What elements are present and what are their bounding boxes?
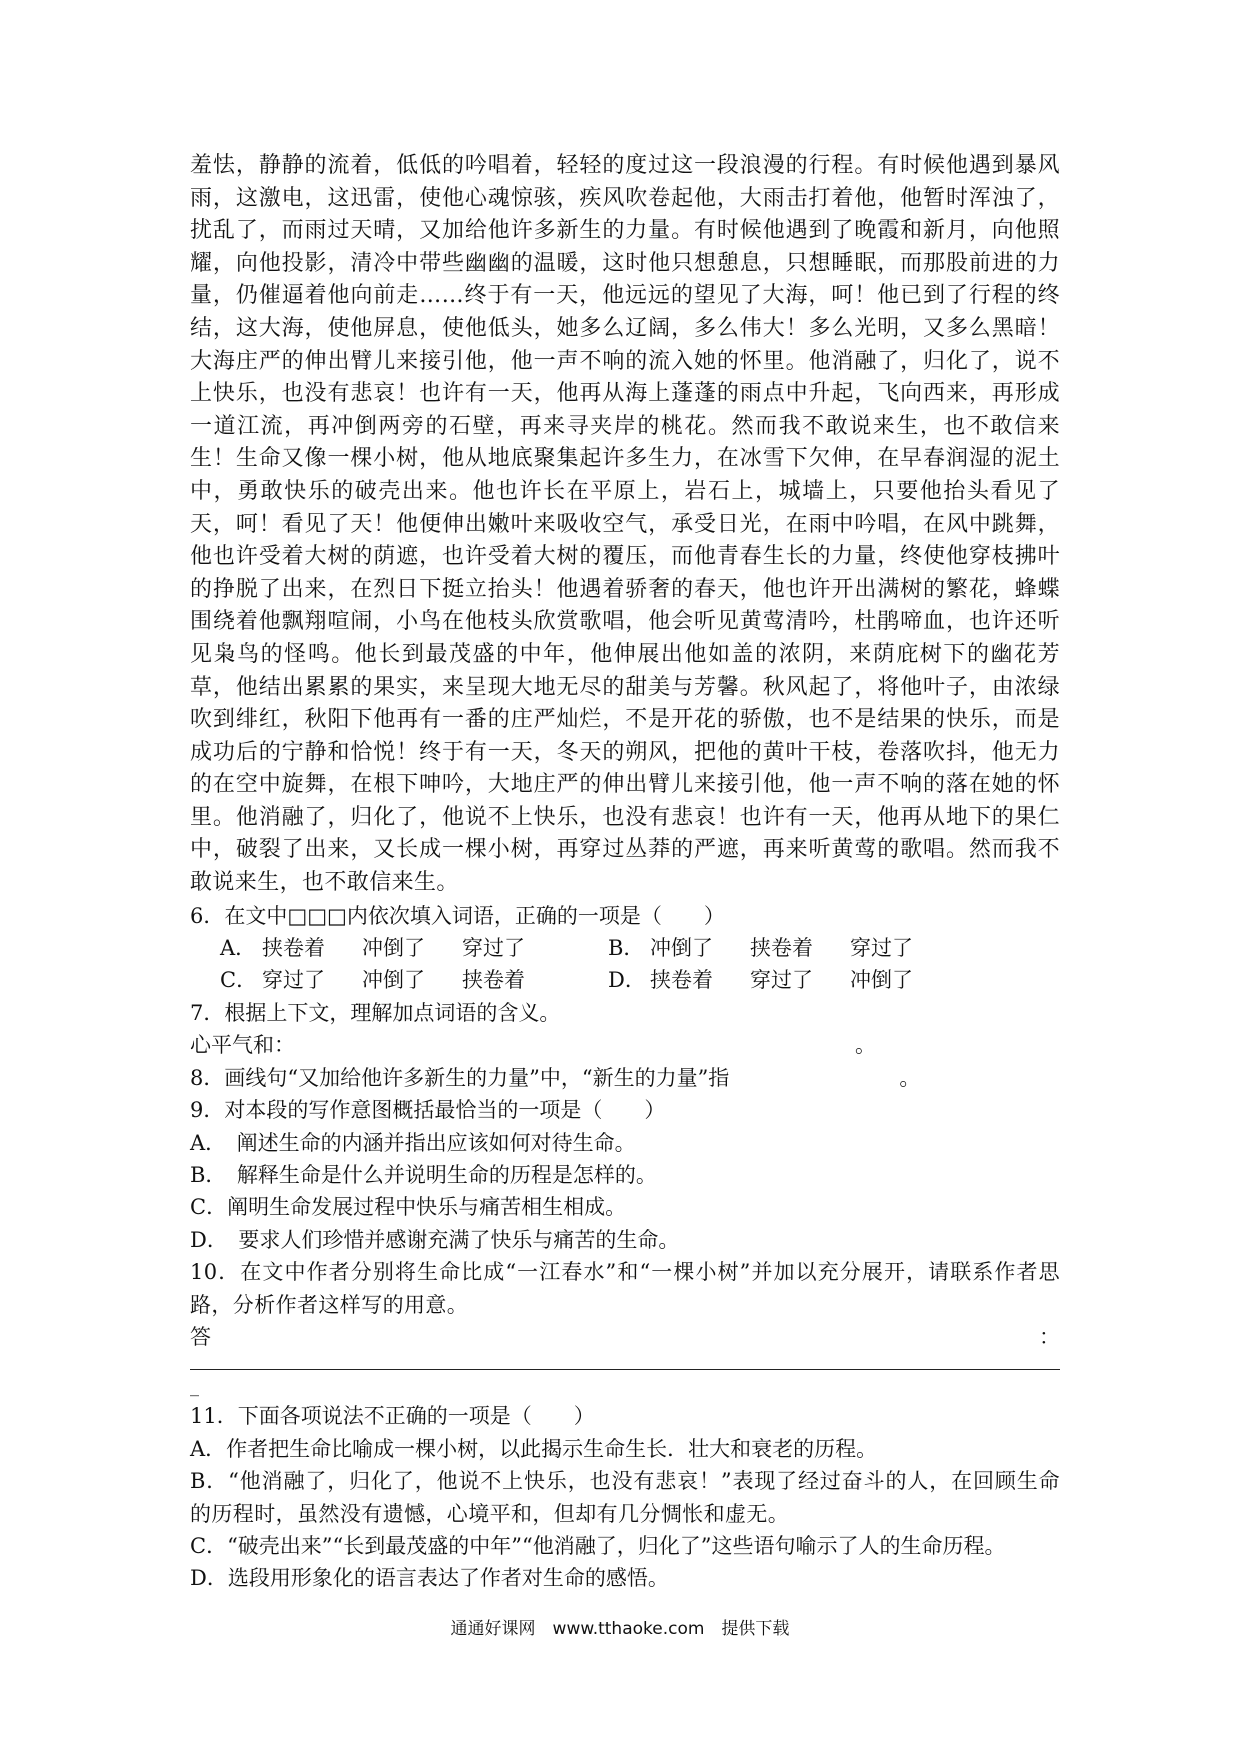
question-7-term: 心平气和： bbox=[190, 1033, 295, 1058]
option-d-label: D． bbox=[608, 968, 646, 993]
option-b-word-3: 穿过了 bbox=[850, 936, 913, 961]
option-a-word-2: 冲倒了 bbox=[362, 936, 425, 961]
document-page bbox=[190, 150, 1060, 1595]
question-8-stem: 8．画线句“又加给他许多新生的力量”中，“新生的力量”指 bbox=[190, 1065, 730, 1090]
option-d-word-2: 穿过了 bbox=[750, 968, 813, 993]
question-8-row bbox=[190, 1062, 1060, 1094]
question-10-stem: 10．在文中作者分别将生命比成“一江春水”和“一棵小树”并加以充分展开，请联系作者思路，分析作者这样写的用意。 bbox=[190, 1260, 1060, 1317]
question-10-answer-label: 答 bbox=[190, 1324, 211, 1349]
question-11-option-c: C．“破壳出来”“长到最茂盛的中年”“他消融了，归化了”这些语句喻示了人的生命历程。 bbox=[190, 1533, 1006, 1558]
option-d-word-3: 冲倒了 bbox=[850, 968, 913, 993]
reading-passage: 羞怯，静静的流着，低低的吟唱着，轻轻的度过这一段浪漫的行程。有时候他遇到暴风雨，这激电，这迅雷，使他心魂惊骇，疾风吹卷起他，大雨击打着他，他暂时浑浊了，扰乱了，而雨过天晴，又加给他许多新生的力量。有时候他遇到了晚霞和新月，向他照耀，向他投影，清冷中带些幽幽的温暖，这时他只想憩息，只想睡眠，而那股前进的力量，仍催逼着他向前走……终于有一天，他远远的望见了大海，呵！他已到了行程的终结，这大海，使他屏息，使他低头，她多么辽阔，多么伟大！多么光明，又多么黑暗！大海庄严的伸出臂儿来接引他，他一声不响的流入她的怀里。他消融了，归化了，说不上快乐，也没有悲哀！也许有一天，他再从海上蓬蓬的雨点中升起，飞向西来，再形成一道江流，再冲倒两旁的石壁，再来寻夹岸的桃花。然而我不敢说来生，也不敢信来生！生命又像一棵小树，他从地底聚集起许多生力，在冰雪下欠伸，在早春润湿的泥土中，勇敢快乐的破壳出来。他也许长在平原上，岩石上，城墙上，只要他抬头看见了天，呵！看见了天！他便伸出嫩叶来吸收空气，承受日光，在雨中吟唱，在风中跳舞，他也许受着大树的荫遮，也许受着大树的覆压，而他青春生长的力量，终使他穿枝拂叶的挣脱了出来，在烈日下挺立抬头！他遇着骄奢的春天，他也许开出满树的繁花，蜂蝶围绕着他飘翔喧闹，小鸟在他枝头欣赏歌唱，他会听见黄莺清吟，杜鹃啼血，也许还听见枭鸟的怪鸣。他长到最茂盛的中年，他伸展出他如盖的浓阴，来荫庇树下的幽花芳草，他结出累累的果实，来呈现大地无尽的甜美与芳馨。秋风起了，将他叶子，由浓绿吹到绯红，秋阳下他再有一番的庄严灿烂，不是开花的骄傲，也不是结果的快乐，而是成功后的宁静和恰悦！终于有一天，冬天的朔风，把他的黄叶干枝，卷落吹抖，他无力的在空中旋舞，在根下呻吟，大地庄严的伸出臂儿来接引他，他一声不响的落在她的怀里。他消融了，归化了，他说不上快乐，也没有悲哀！也许有一天，他再从地下的果仁中，破裂了出来，又长成一棵小树，再穿过丛莽的严遮，再来听黄莺的歌唱。然而我不敢说来生，也不敢信来生。 bbox=[190, 153, 1060, 896]
option-a-word-3: 穿过了 bbox=[462, 936, 525, 961]
question-7-end: 。 bbox=[855, 1033, 876, 1058]
question-11-stem: 11．下面各项说法不正确的一项是（ ） bbox=[190, 1404, 595, 1429]
question-11-option-d: D．选段用形象化的语言表达了作者对生命的感悟。 bbox=[190, 1566, 669, 1591]
page-footer: 通通好课网 www.tthaoke.com 提供下载 bbox=[450, 1619, 790, 1639]
question-9-option-c: C．阐明生命发展过程中快乐与痛苦相生相成。 bbox=[190, 1195, 627, 1220]
option-a-label: A． bbox=[220, 936, 257, 961]
option-c-word-2: 冲倒了 bbox=[362, 968, 425, 993]
question-9-option-a: A． 阐述生命的内涵并指出应该如何对待生命。 bbox=[190, 1130, 636, 1155]
option-b-word-2: 挟卷着 bbox=[750, 936, 813, 961]
question-6-options-row-2 bbox=[190, 964, 1060, 996]
question-9-stem: 9．对本段的写作意图概括最恰当的一项是（ ） bbox=[190, 1098, 666, 1123]
answer-dash: _ bbox=[190, 1376, 199, 1398]
option-a-word-1: 挟卷着 bbox=[262, 936, 325, 961]
option-d-word-1: 挟卷着 bbox=[650, 968, 713, 993]
question-8-end: 。 bbox=[899, 1065, 921, 1090]
option-b-word-1: 冲倒了 bbox=[650, 936, 713, 961]
question-7-stem: 7．根据上下文，理解加点词语的含义。 bbox=[190, 1000, 561, 1025]
option-c-word-3: 挟卷着 bbox=[462, 968, 525, 993]
question-9-option-b: B． 解释生命是什么并说明生命的历程是怎样的。 bbox=[190, 1162, 657, 1187]
question-9-option-d: D． 要求人们珍惜并感谢充满了快乐与痛苦的生命。 bbox=[190, 1227, 680, 1252]
option-b-label: B． bbox=[608, 936, 645, 961]
option-c-label: C． bbox=[220, 968, 258, 993]
option-c-word-1: 穿过了 bbox=[262, 968, 325, 993]
question-10-answer-end: ： bbox=[1039, 1324, 1060, 1349]
question-11-option-b: B．“他消融了，归化了，他说不上快乐，也没有悲哀！”表现了经过奋斗的人，在回顾生命的历程时，虽然没有遗憾，心境平和，但却有几分惆怅和虚无。 bbox=[190, 1469, 1060, 1526]
answer-line bbox=[190, 1369, 1060, 1370]
question-6-options-row-1 bbox=[190, 932, 1060, 964]
question-10-answer-row bbox=[190, 1321, 1060, 1353]
question-6-stem: 6．在文中□□□内依次填入词语，正确的一项是（ ） bbox=[190, 903, 725, 928]
question-11-option-a: A．作者把生命比喻成一棵小树，以此揭示生命生长．壮大和衰老的历程。 bbox=[190, 1436, 878, 1461]
question-7-answer-row bbox=[190, 1029, 1060, 1061]
